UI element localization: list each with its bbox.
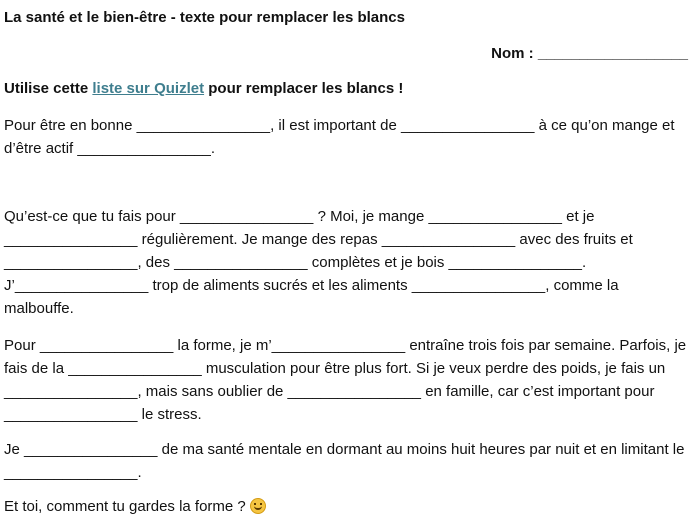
name-field-label: Nom : __________________: [491, 45, 688, 62]
instruction-text-before: Utilise cette: [4, 80, 93, 97]
smiling-face-icon: [250, 498, 266, 514]
paragraph-4: Je ________________ de ma santé mentale en dormant au moins huit heures par nuit et en limitant le ________________.: [4, 441, 685, 481]
closing-question-text: Et toi, comment tu gardes la forme ?: [4, 498, 246, 515]
worksheet-title: La santé et le bien-être - texte pour remplacer les blancs: [4, 9, 405, 26]
instruction-text-after: pour remplacer les blancs !: [204, 80, 404, 97]
quizlet-link[interactable]: liste sur Quizlet: [92, 80, 205, 97]
paragraph-3: Pour ________________ la forme, je m’________________ entraîne trois fois par semaine. Parfois, je fais de la ________________ musculation pour être plus fort. Si je veux perdre des poids, je fais un ________________, mais sans oublier de ________________ en famille, car c’est important pour ________________ le stress.: [4, 337, 687, 423]
paragraph-1: Pour être en bonne ________________, il est important de ________________ à ce qu’on mange et d’être actif ________________.: [4, 117, 675, 157]
closing-question: [4, 495, 690, 518]
instruction-line: [4, 80, 403, 97]
paragraph-2: Qu’est-ce que tu fais pour ________________ ? Moi, je mange ________________ et je ________________ régulièrement. Je mange des repas ________________ avec des fruits et ________________, des ________________ complètes et je bois ________________. J’________________ trop de aliments sucrés et les aliments ________________, comme la malbouffe.: [4, 208, 633, 317]
